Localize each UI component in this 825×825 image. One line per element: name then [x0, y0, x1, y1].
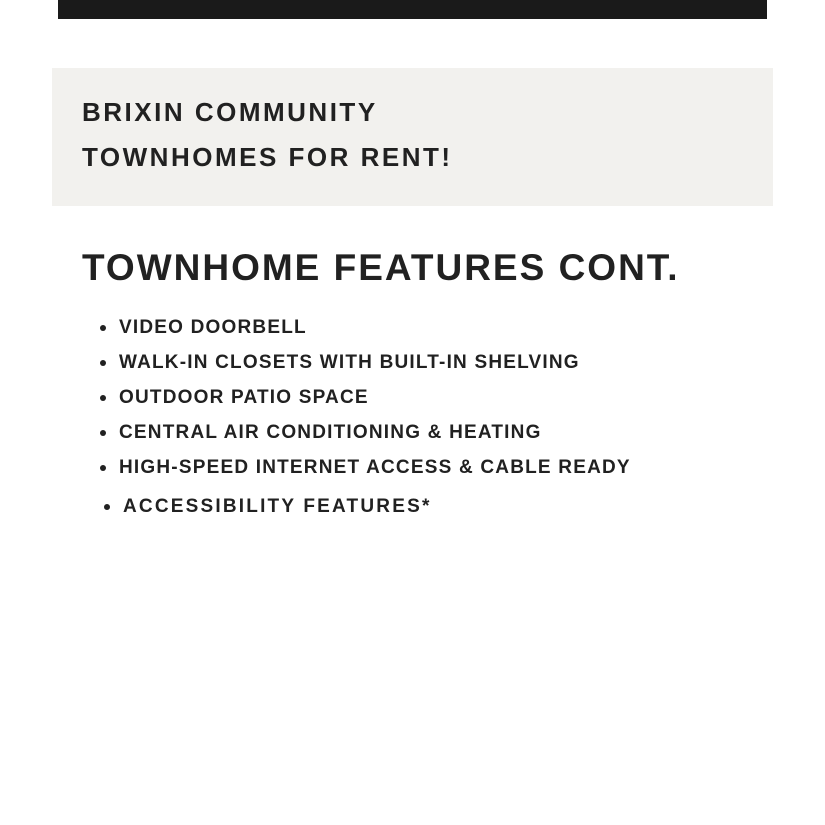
top-black-bar	[58, 0, 767, 19]
feature-label: CENTRAL AIR CONDITIONING & HEATING	[119, 421, 542, 443]
community-header-box	[52, 68, 773, 206]
feature-label: OUTDOOR PATIO SPACE	[119, 386, 369, 408]
feature-label: VIDEO DOORBELL	[119, 316, 307, 338]
feature-label: HIGH-SPEED INTERNET ACCESS & CABLE READY	[119, 456, 631, 478]
list-item	[100, 489, 631, 524]
feature-label: WALK-IN CLOSETS WITH BUILT-IN SHELVING	[119, 351, 580, 373]
list-item	[100, 450, 631, 485]
list-item	[100, 380, 631, 415]
bullet-icon	[100, 465, 106, 471]
list-item	[100, 415, 631, 450]
list-item	[100, 310, 631, 345]
bullet-icon	[104, 504, 110, 510]
section-title: TOWNHOME FEATURES CONT.	[82, 247, 680, 288]
features-list	[100, 310, 631, 524]
community-name: BRIXIN COMMUNITY	[82, 97, 378, 127]
bullet-icon	[100, 360, 106, 366]
header-subtitle: TOWNHOMES FOR RENT!	[82, 142, 453, 172]
bullet-icon	[100, 430, 106, 436]
bullet-icon	[100, 325, 106, 331]
feature-label: ACCESSIBILITY FEATURES*	[123, 495, 432, 517]
bullet-icon	[100, 395, 106, 401]
list-item	[100, 345, 631, 380]
